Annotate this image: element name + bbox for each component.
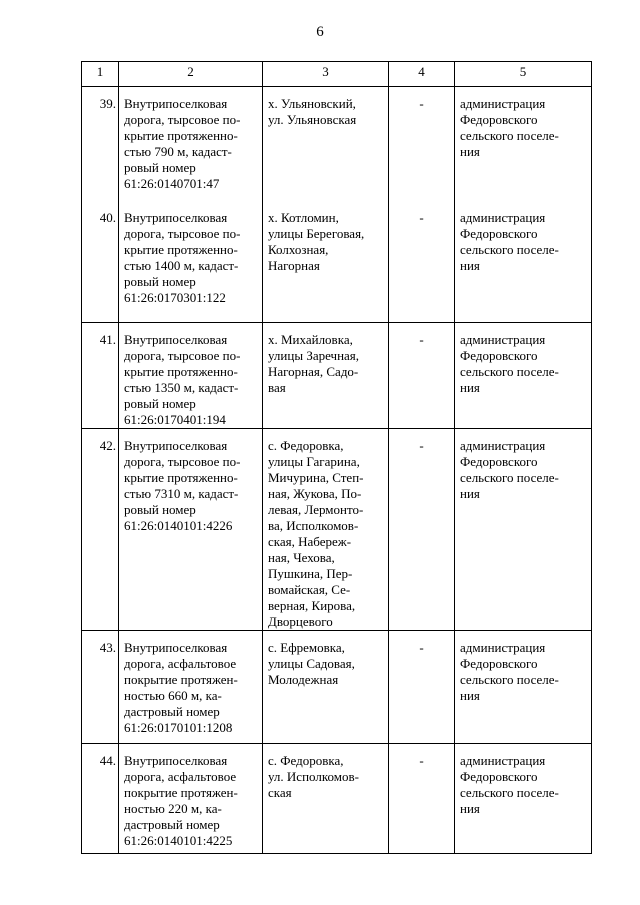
name-line: крытие протяженно-: [124, 242, 238, 257]
subrow-block: [391, 96, 452, 208]
addr-line: левая, Лермонто-: [268, 502, 364, 517]
col4-value: -: [419, 332, 424, 347]
name-line: дорога, тырсовое по-: [124, 348, 241, 363]
addr-line: Колхозная,: [268, 242, 329, 257]
name-line: ровый номер: [124, 160, 196, 175]
name-line: 61:26:0140101:4225: [124, 833, 233, 848]
admin-line: администрация: [460, 332, 546, 347]
addr-line: Дворцевого: [268, 614, 333, 629]
name-line: дастровый номер: [124, 817, 220, 832]
col4-cell: [389, 87, 455, 323]
col4-value: -: [419, 640, 424, 655]
addr-line: Мичурина, Степ-: [268, 470, 364, 485]
admin-line: ния: [460, 380, 480, 395]
header-col-3: 3: [263, 62, 389, 87]
addr-line: ва, Исполкомов-: [268, 518, 359, 533]
table-row: [82, 429, 592, 631]
admin-line: сельского поселе-: [460, 242, 559, 257]
addr-line: ская: [268, 785, 292, 800]
addr-line: Нагорная, Садо-: [268, 364, 359, 379]
admin-line: администрация: [460, 753, 546, 768]
addr-line: с. Федоровка,: [268, 438, 344, 453]
administration-cell: [455, 323, 592, 429]
object-name-cell: [119, 87, 263, 323]
subrow-block: [268, 753, 386, 801]
admin-line: сельского поселе-: [460, 364, 559, 379]
addr-line: х. Ульяновский,: [268, 96, 356, 111]
admin-line: ния: [460, 144, 480, 159]
name-line: 61:26:0140101:4226: [124, 518, 233, 533]
subrow-block: [124, 210, 260, 322]
name-line: стью 790 м, кадаст-: [124, 144, 232, 159]
admin-line: администрация: [460, 640, 546, 655]
subrow-block: [124, 640, 260, 736]
subrow-block: [124, 438, 260, 534]
subrow-block: [460, 753, 589, 817]
address-cell: [263, 323, 389, 429]
name-line: 61:26:0170301:122: [124, 290, 226, 305]
subrow-block: [268, 96, 386, 208]
property-table: [81, 61, 592, 854]
subrow-block: [460, 96, 589, 208]
addr-line: улицы Береговая,: [268, 226, 365, 241]
name-line: стью 7310 м, кадаст-: [124, 486, 239, 501]
num-value: 40.: [99, 210, 116, 225]
addr-line: ская, Набереж-: [268, 534, 352, 549]
name-line: ровый номер: [124, 274, 196, 289]
administration-cell: [455, 744, 592, 854]
name-line: ностью 220 м, ка-: [124, 801, 222, 816]
addr-line: вомайская, Се-: [268, 582, 351, 597]
subrow-block: [391, 753, 452, 769]
row-number-cell: [82, 744, 119, 854]
admin-line: Федоровского: [460, 769, 538, 784]
admin-line: администрация: [460, 438, 546, 453]
subrow-block: [84, 210, 116, 322]
subrow-block: [84, 332, 116, 348]
name-line: стью 1350 м, кадаст-: [124, 380, 239, 395]
name-line: ровый номер: [124, 396, 196, 411]
object-name-cell: [119, 429, 263, 631]
address-cell: [263, 744, 389, 854]
addr-line: ул. Ульяновская: [268, 112, 357, 127]
address-cell: [263, 87, 389, 323]
subrow-block: [460, 640, 589, 704]
addr-line: вая: [268, 380, 286, 395]
name-line: крытие протяженно-: [124, 364, 238, 379]
address-cell: [263, 631, 389, 744]
name-line: Внутрипоселковая: [124, 753, 228, 768]
addr-line: Молодежная: [268, 672, 339, 687]
name-line: Внутрипоселковая: [124, 438, 228, 453]
name-line: дастровый номер: [124, 704, 220, 719]
object-name-cell: [119, 631, 263, 744]
name-line: дорога, асфальтовое: [124, 769, 237, 784]
administration-cell: [455, 87, 592, 323]
num-value: 44.: [99, 753, 116, 768]
name-line: 61:26:0170401:194: [124, 412, 226, 427]
addr-line: улицы Гагарина,: [268, 454, 360, 469]
name-line: Внутрипоселковая: [124, 640, 228, 655]
name-line: покрытие протяжен-: [124, 672, 238, 687]
name-line: крытие протяженно-: [124, 470, 238, 485]
addr-line: Пушкина, Пер-: [268, 566, 353, 581]
addr-line: с. Федоровка,: [268, 753, 344, 768]
admin-line: администрация: [460, 96, 546, 111]
name-line: 61:26:0140701:47: [124, 176, 220, 191]
name-line: Внутрипоселковая: [124, 332, 228, 347]
subrow-block: [268, 332, 386, 396]
admin-line: Федоровского: [460, 348, 538, 363]
subrow-block: [391, 332, 452, 348]
addr-line: ная, Жукова, По-: [268, 486, 362, 501]
addr-line: х. Михайловка,: [268, 332, 353, 347]
subrow-block: [391, 640, 452, 656]
table-header-row: [82, 62, 592, 87]
row-number-cell: [82, 87, 119, 323]
name-line: ностью 660 м, ка-: [124, 688, 222, 703]
page-number: 6: [316, 24, 324, 40]
addr-line: Нагорная: [268, 258, 320, 273]
table-row: [82, 323, 592, 429]
header-col-1: 1: [82, 62, 119, 87]
admin-line: администрация: [460, 210, 546, 225]
name-line: крытие протяженно-: [124, 128, 238, 143]
admin-line: Федоровского: [460, 454, 538, 469]
admin-line: ния: [460, 258, 480, 273]
col4-cell: [389, 744, 455, 854]
table-row: [82, 744, 592, 854]
addr-line: улицы Заречная,: [268, 348, 360, 363]
name-line: 61:26:0170101:1208: [124, 720, 233, 735]
subrow-block: [391, 438, 452, 454]
subrow-block: [268, 438, 386, 630]
admin-line: сельского поселе-: [460, 470, 559, 485]
name-line: ровый номер: [124, 502, 196, 517]
row-number-cell: [82, 323, 119, 429]
admin-line: Федоровского: [460, 112, 538, 127]
subrow-block: [124, 753, 260, 849]
admin-line: сельского поселе-: [460, 672, 559, 687]
addr-line: верная, Кирова,: [268, 598, 356, 613]
subrow-block: [84, 96, 116, 208]
header-col-5: 5: [455, 62, 592, 87]
name-line: покрытие протяжен-: [124, 785, 238, 800]
col4-cell: [389, 429, 455, 631]
table-body: [82, 87, 592, 854]
header-col-4: 4: [389, 62, 455, 87]
name-line: Внутрипоселковая: [124, 210, 228, 225]
admin-line: сельского поселе-: [460, 128, 559, 143]
table-row: [82, 87, 592, 323]
num-value: 42.: [99, 438, 116, 453]
col4-value: -: [419, 96, 424, 111]
name-line: Внутрипоселковая: [124, 96, 228, 111]
address-cell: [263, 429, 389, 631]
addr-line: улицы Садовая,: [268, 656, 355, 671]
subrow-block: [124, 332, 260, 428]
object-name-cell: [119, 744, 263, 854]
row-number-cell: [82, 429, 119, 631]
subrow-block: [460, 332, 589, 396]
admin-line: Федоровского: [460, 656, 538, 671]
object-name-cell: [119, 323, 263, 429]
col4-value: -: [419, 438, 424, 453]
name-line: стью 1400 м, кадаст-: [124, 258, 239, 273]
subrow-block: [460, 210, 589, 322]
name-line: дорога, тырсовое по-: [124, 226, 241, 241]
subrow-block: [391, 210, 452, 322]
administration-cell: [455, 631, 592, 744]
admin-line: Федоровского: [460, 226, 538, 241]
num-value: 41.: [99, 332, 116, 347]
addr-line: с. Ефремовка,: [268, 640, 345, 655]
col4-value: -: [419, 753, 424, 768]
name-line: дорога, тырсовое по-: [124, 454, 241, 469]
addr-line: х. Котломин,: [268, 210, 339, 225]
subrow-block: [124, 96, 260, 208]
admin-line: ния: [460, 688, 480, 703]
row-number-cell: [82, 631, 119, 744]
subrow-block: [84, 753, 116, 769]
addr-line: ная, Чехова,: [268, 550, 335, 565]
admin-line: ния: [460, 486, 480, 501]
subrow-block: [268, 210, 386, 322]
table-row: [82, 631, 592, 744]
name-line: дорога, тырсовое по-: [124, 112, 241, 127]
subrow-block: [268, 640, 386, 688]
col4-cell: [389, 631, 455, 744]
addr-line: ул. Исполкомов-: [268, 769, 359, 784]
admin-line: сельского поселе-: [460, 785, 559, 800]
name-line: дорога, асфальтовое: [124, 656, 237, 671]
col4-value: -: [419, 210, 424, 225]
subrow-block: [460, 438, 589, 502]
subrow-block: [84, 438, 116, 454]
header-col-2: 2: [119, 62, 263, 87]
subrow-block: [84, 640, 116, 656]
administration-cell: [455, 429, 592, 631]
num-value: 39.: [99, 96, 116, 111]
num-value: 43.: [99, 640, 116, 655]
col4-cell: [389, 323, 455, 429]
admin-line: ния: [460, 801, 480, 816]
